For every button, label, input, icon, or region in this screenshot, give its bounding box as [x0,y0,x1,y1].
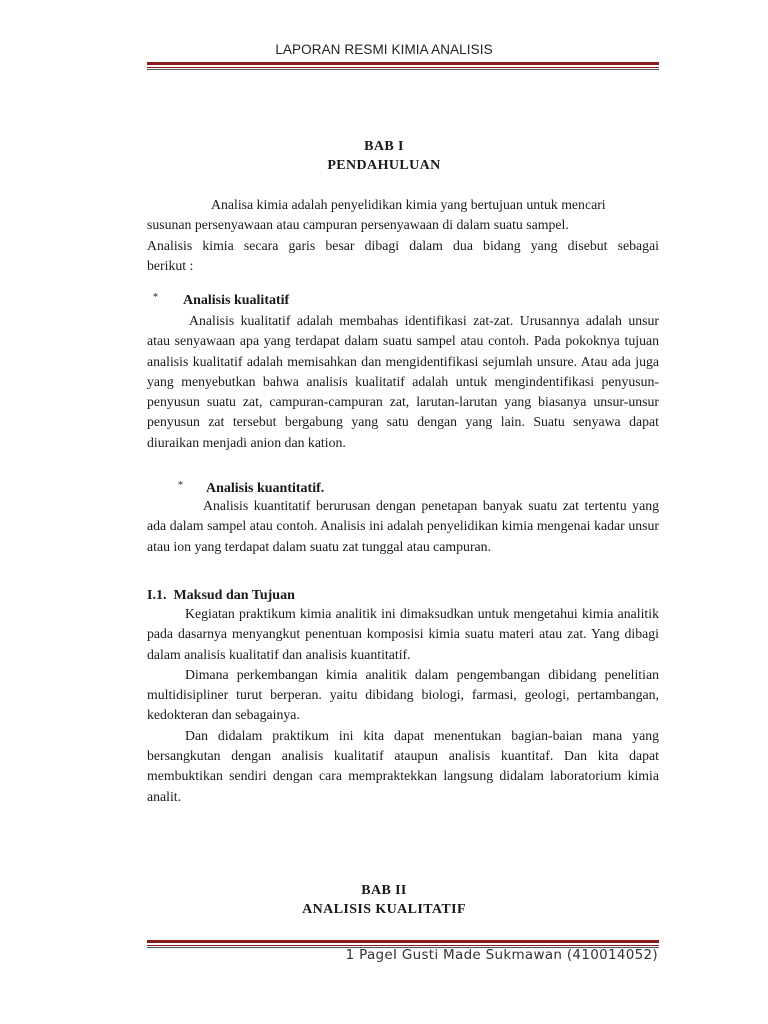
chapter-1-number: BAB I [364,139,404,154]
section-1-1-para-2: Dimana perkembangan kimia analitik dalam pengembangan dibidang penelitian multidisipliner turut berperan. yaitu dibidang biologi, farmasi, geologi, pertambangan, kedokteran dan sebagainya. [147,666,659,723]
intro-line-3: Analisis kimia secara garis besar dibagi dalam dua bidang yang disebut sebagai [147,237,659,253]
header-rule [147,62,659,70]
chapter-2-title: ANALISIS KUALITATIF [302,902,466,917]
header-title: LAPORAN RESMI KIMIA ANALISIS [275,42,493,57]
quantitative-body: Analisis kuantitatif berurusan dengan penetapan banyak suatu zat tertentu yang ada dalam sampel atau contoh. Analisis ini adalah penyelidikan kimia mengenai kadar unsur atau ion yang terdapat dalam suatu zat tunggal atau campuran. [147,498,659,554]
intro-paragraph [147,195,659,276]
intro-line-1: Analisa kimia adalah penyelidikan kimia yang bertujuan untuk mencari [211,197,606,212]
qualitative-heading-label: Analisis kualitatif [183,293,290,308]
quantitative-heading-label: Analisis kuantitatif. [206,481,325,496]
section-1-1-body [147,604,659,807]
footer-text: 1 PageI Gusti Made Sukmawan (410014052) [345,947,658,963]
section-1-1-para-3: Dan didalam praktikum ini kita dapat menentukan bagian-baian mana yang bersangkutan dengan analisis kualitatif ataupun analisis kuantitaf. Dan kita dapat membuktikan sendiri dengan cara mempraktekkan langsung didalam laboratorium kimia analit. [147,727,659,804]
intro-line-4: berikut : [147,257,194,273]
section-1-1-heading: I.1. Maksud dan Tujuan [147,588,295,603]
asterisk-bullet-icon: * [153,292,158,303]
asterisk-bullet-icon: * [178,480,183,491]
qualitative-body: Analisis kualitatif adalah membahas identifikasi zat-zat. Urusannya adalah unsur atau senyawaan apa yang terdapat dalam suatu sampel atau contoh. Pada pokoknya tujuan analisis kualitatif adalah memisahkan dan mengidentifikasi sejumlah unsure. Atau ada juga yang menyebutkan bahwa analisis kualitatif adalah untuk mengindentifikasi penyusun-penyusun suatu zat, campuran-campuran zat, larutan-larutan yang biasanya unsur-unsur penyusun zat tersebut bergabung yang satu dengan yang lain. Suatu senyawa dapat diuraikan menjadi anion dan kation. [147,313,659,450]
chapter-1-title: PENDAHULUAN [327,158,441,173]
chapter-2-number: BAB II [361,883,407,898]
intro-line-2: susunan persenyawaan atau campuran persenyawaan di dalam suatu sampel. [147,217,569,233]
section-1-1-para-1: Kegiatan praktikum kimia analitik ini dimaksudkan untuk mengetahui kimia analitik pada dasarnya menyangkut penentuan komposisi kimia suatu materi atau zat. Yang dibagi dalam analisis kualitatif dan analisis kuantitatif. [147,606,659,662]
